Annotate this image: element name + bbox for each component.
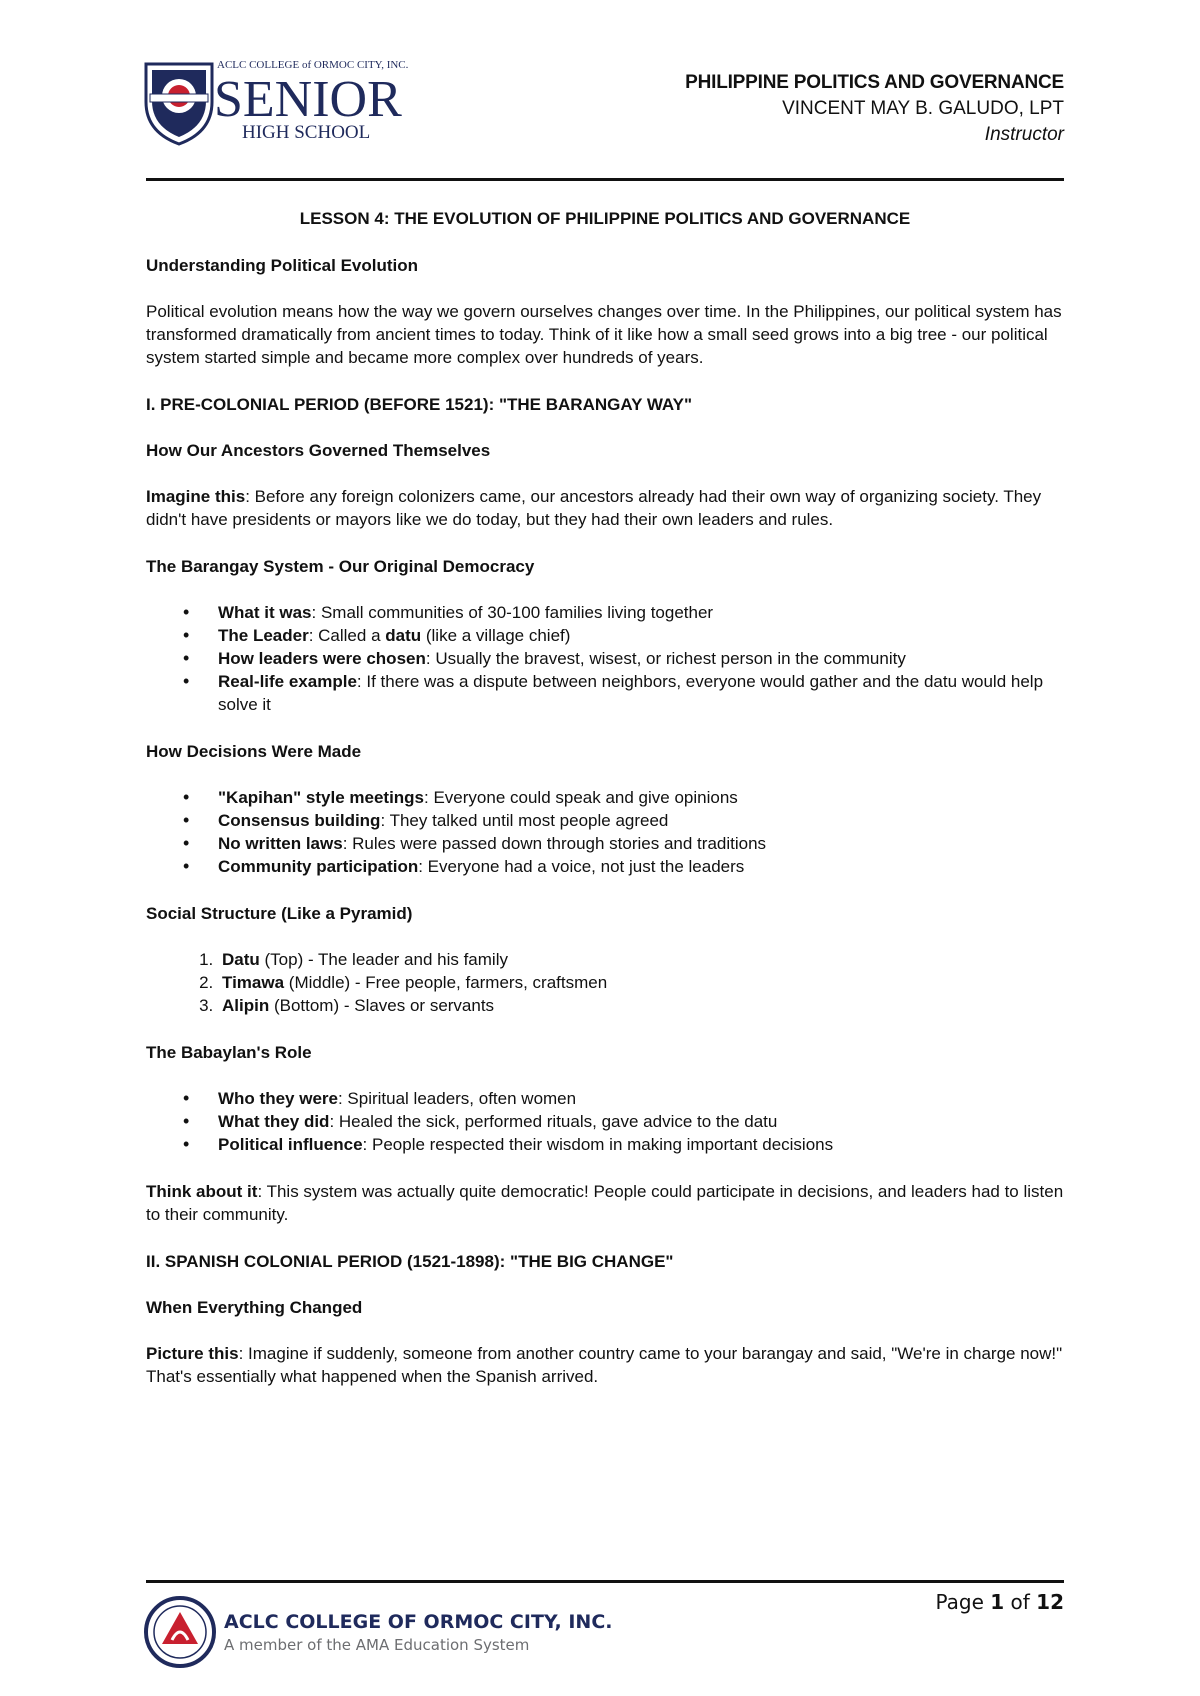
list-item: 3. Alipin (Bottom) - Slaves or servants: [218, 994, 1064, 1017]
subheading-ancestors: How Our Ancestors Governed Themselves: [146, 441, 491, 460]
think-paragraph: Think about it: This system was actually quite democratic! People could participate in decisions, and leaders had to listen to their community.: [146, 1182, 1064, 1224]
imagine-paragraph: Imagine this: Before any foreign colonizers came, our ancestors already had their own way of organizing society. They didn't have presidents or mayors like we do today, but they had their own leaders and rules.: [146, 487, 1042, 529]
list-item: • Who they were: Spiritual leaders, often women: [218, 1087, 1064, 1110]
heading-precolonial: I. PRE-COLONIAL PERIOD (BEFORE 1521): "THE BARANGAY WAY": [146, 395, 693, 414]
barangay-list: [146, 601, 1064, 716]
lesson-title: LESSON 4: THE EVOLUTION OF PHILIPPINE POLITICS AND GOVERNANCE: [299, 209, 911, 228]
svg-text:HIGH SCHOOL: HIGH SCHOOL: [242, 122, 371, 143]
instructor-name: VINCENT MAY B. GALUDO, LPT: [782, 98, 1064, 119]
lesson-content: [146, 207, 1064, 1412]
structure-list: [146, 948, 1064, 1017]
list-item: 2. Timawa (Middle) - Free people, farmers, craftsmen: [218, 971, 1064, 994]
list-item: • What it was: Small communities of 30-100 families living together: [218, 601, 1064, 624]
subheading-babaylan: The Babaylan's Role: [146, 1043, 312, 1062]
babaylan-list: [146, 1087, 1064, 1156]
page-number: Page 1 of 12: [935, 1590, 1064, 1614]
list-item: • How leaders were chosen: Usually the bravest, wisest, or richest person in the community: [218, 647, 1064, 670]
picture-paragraph: Picture this: Imagine if suddenly, someone from another country came to your barangay and said, "We're in charge now!" That's essentially what happened when the Spanish arrived.: [146, 1344, 1063, 1386]
list-item: • Community participation: Everyone had a voice, not just the leaders: [218, 855, 1064, 878]
list-item: • No written laws: Rules were passed down through stories and traditions: [218, 832, 1064, 855]
subheading-changed: When Everything Changed: [146, 1298, 363, 1317]
list-item: • The Leader: Called a datu (like a village chief): [218, 624, 1064, 647]
list-item: 1. Datu (Top) - The leader and his family: [218, 948, 1064, 971]
heading-spanish: II. SPANISH COLONIAL PERIOD (1521-1898): "THE BIG CHANGE": [146, 1252, 674, 1271]
header-info: [685, 72, 1064, 146]
list-item: • What they did: Healed the sick, performed rituals, gave advice to the datu: [218, 1110, 1064, 1133]
subheading-decisions: How Decisions Were Made: [146, 742, 362, 761]
subheading-social-structure: Social Structure (Like a Pyramid): [146, 904, 413, 923]
list-item: • Political influence: People respected their wisdom in making important decisions: [218, 1133, 1064, 1156]
decisions-list: [146, 786, 1064, 878]
subheading-barangay: The Barangay System - Our Original Democracy: [146, 557, 535, 576]
senior-high-school-logo: [142, 54, 442, 146]
list-item: • "Kapihan" style meetings: Everyone could speak and give opinions: [218, 786, 1064, 809]
intro-paragraph: Political evolution means how the way we govern ourselves changes over time. In the Philippines, our political system has transformed dramatically from ancient times to today. Think of it like how a small seed grows into a big tree - our political system started simple and became more complex over hundreds of years.: [146, 302, 1062, 367]
heading-understanding: Understanding Political Evolution: [146, 256, 419, 275]
course-title: PHILIPPINE POLITICS AND GOVERNANCE: [685, 72, 1064, 93]
instructor-role: Instructor: [984, 124, 1064, 145]
list-item: • Consensus building: They talked until most people agreed: [218, 809, 1064, 832]
svg-text:ACLC COLLEGE of ORMOC CITY, IN: ACLC COLLEGE of ORMOC CITY, INC.: [217, 59, 409, 71]
svg-text:A member of the AMA Education: A member of the AMA Education System: [224, 1636, 530, 1654]
svg-text:ACLC COLLEGE OF ORMOC CITY, IN: ACLC COLLEGE OF ORMOC CITY, INC.: [224, 1611, 613, 1633]
list-item: • Real-life example: If there was a dispute between neighbors, everyone would gather and the datu would help solve it: [218, 670, 1064, 716]
svg-text:SENIOR: SENIOR: [214, 71, 402, 128]
aclc-college-logo: [142, 1594, 613, 1670]
footer-divider: [146, 1580, 1064, 1583]
header-divider: [146, 178, 1064, 181]
